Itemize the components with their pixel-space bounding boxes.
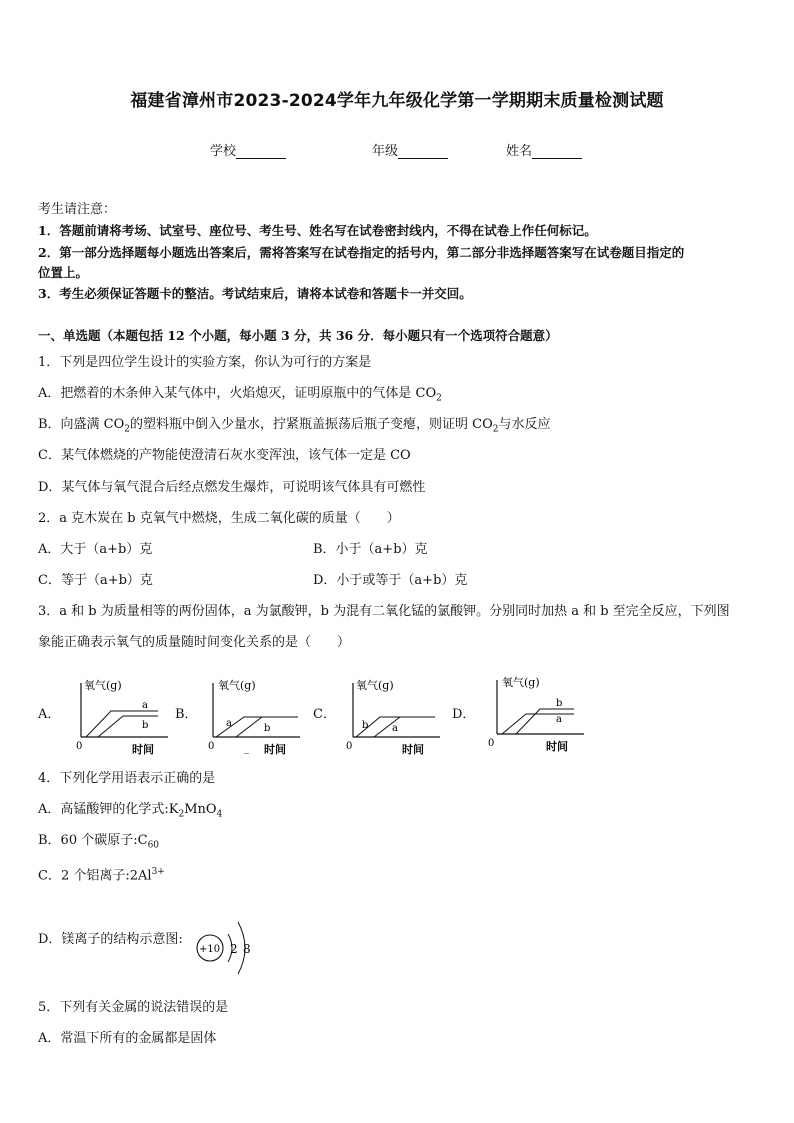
notice-item-2-cont: 位置上。 <box>38 265 89 280</box>
q3-option-d-label[interactable]: D． <box>452 707 476 722</box>
q3-d-xlabel: 时间 <box>546 740 568 752</box>
q4-stem: 4．下列化学用语表示正确的是 <box>38 771 216 786</box>
shell1-label: 2 <box>230 942 238 956</box>
q1-b-sub2: 2 <box>492 424 499 435</box>
notice-item-2: 2．第一部分选择题每小题选出答案后，需将答案写在试卷指定的括号内，第二部分非选择题答案写在试卷题目指定的 <box>38 245 685 260</box>
shell2-label: 8 <box>243 942 251 956</box>
q3-a-ylabel: 氧气(g) <box>84 679 122 692</box>
q1-option-c[interactable]: C．某气体燃烧的产物能使澄清石灰水变浑浊，该气体一定是 CO <box>38 448 411 463</box>
q4-b-sub: 60 <box>147 840 160 851</box>
q3-graph-c[interactable] <box>340 675 450 755</box>
grade-label: 年级 <box>372 144 399 159</box>
q3-c-label-a: a <box>392 723 398 734</box>
school-blank[interactable] <box>236 145 286 159</box>
nucleus-label: +10 <box>199 944 221 955</box>
q3-b-xlabel: 时间 <box>264 743 286 755</box>
q3-c-ylabel: 氧气(g) <box>356 679 394 692</box>
magnesium-ion-diagram <box>190 912 260 982</box>
name-blank[interactable] <box>532 145 582 159</box>
name-field <box>506 140 582 159</box>
q3-a-label-b: b <box>142 720 149 731</box>
q3-b-label-b: b <box>264 723 271 734</box>
q4-a-text: A．高锰酸钾的化学式:K <box>38 802 179 817</box>
q3-graph-b[interactable] <box>200 675 310 755</box>
q4-a-text-mid: MnO <box>184 802 217 817</box>
q4-a-sub1: 2 <box>178 809 185 820</box>
q1-b-text: B．向盛满 CO <box>38 417 125 432</box>
q3-graph-a[interactable] <box>68 675 178 755</box>
grade-blank[interactable] <box>398 145 448 159</box>
name-label: 姓名 <box>506 144 533 159</box>
q1-a-text: A．把燃着的木条伸入某气体中，火焰熄灭，证明原瓶中的气体是 CO <box>38 386 437 401</box>
q1-b-sub: 2 <box>124 424 131 435</box>
q3-d-label-b: b <box>556 698 563 709</box>
q3-stem-line2: 象能正确表示氧气的质量随时间变化关系的是（ ） <box>38 635 351 650</box>
q3-option-a-label[interactable]: A． <box>38 707 61 722</box>
q2-option-d[interactable]: D．小于或等于（a+b）克 <box>313 573 468 588</box>
q3-c-origin: 0 <box>346 741 353 752</box>
q1-option-b[interactable] <box>38 416 551 439</box>
q1-b-text-post: 与水反应 <box>498 417 551 432</box>
q5-option-a[interactable]: A．常温下所有的金属都是固体 <box>38 1031 217 1046</box>
q3-stem-line1: 3．a 和 b 为质量相等的两份固体，a 为氯酸钾，b 为混有二氧化锰的氯酸钾。分别同时加热 a 和 b 至完全反应，下列图 <box>38 604 730 619</box>
q3-b-dash: _ <box>244 743 249 754</box>
q3-c-label-b: b <box>362 720 369 731</box>
notice-item-3: 3．考生必须保证答题卡的整洁。考试结束后，请将本试卷和答题卡一并交回。 <box>38 286 472 301</box>
page-title: 福建省漳州市2023-2024学年九年级化学第一学期期末质量检测试题 <box>130 91 664 111</box>
q3-a-origin: 0 <box>76 741 83 752</box>
q3-d-line-a <box>502 714 574 734</box>
q4-c-text: C．2 个铝离子:2Al <box>38 868 152 884</box>
q4-option-d[interactable]: D．镁离子的结构示意图: <box>38 932 183 947</box>
q3-c-xlabel: 时间 <box>402 743 424 755</box>
q4-option-a[interactable] <box>38 801 222 824</box>
q1-a-sub: 2 <box>436 393 442 404</box>
q1-b-text-mid: 的塑料瓶中倒入少量水，拧紧瓶盖振荡后瓶子变瘪，则证明 CO <box>130 417 493 432</box>
school-field <box>210 140 286 159</box>
q3-a-xlabel: 时间 <box>132 743 154 755</box>
q3-option-c-label[interactable]: C． <box>313 707 336 722</box>
q2-option-b[interactable]: B．小于（a+b）克 <box>313 542 428 557</box>
q3-d-ylabel: 氧气(g) <box>502 676 540 689</box>
q3-a-line-b <box>98 716 158 737</box>
q3-b-origin: 0 <box>208 741 215 752</box>
q3-d-line-b <box>516 709 574 734</box>
q1-option-d[interactable]: D．某气体与氧气混合后经点燃发生爆炸，可说明该气体具有可燃性 <box>38 480 426 495</box>
school-label: 学校 <box>210 144 237 159</box>
q2-stem: 2．a 克木炭在 b 克氧气中燃烧，生成二氧化碳的质量（ ） <box>38 511 400 526</box>
section1-heading: 一、单选题（本题包括 12 个小题，每小题 3 分，共 36 分．每小题只有一个选项符合题意） <box>38 328 558 343</box>
q2-option-c[interactable]: C．等于（a+b）克 <box>38 573 153 588</box>
q4-a-sub2: 4 <box>216 809 223 820</box>
q2-option-a[interactable]: A．大于（a+b）克 <box>38 542 153 557</box>
grade-field <box>372 140 448 159</box>
q3-d-label-a: a <box>556 714 562 725</box>
notice-item-1: 1．答题前请将考场、试室号、座位号、考生号、姓名写在试卷密封线内，不得在试卷上作任何标记。 <box>38 223 597 238</box>
notice-heading: 考生请注意： <box>38 202 117 217</box>
q1-option-a[interactable] <box>38 385 442 408</box>
q4-b-text: B．60 个碳原子:C <box>38 833 148 848</box>
q3-d-origin: 0 <box>488 738 495 749</box>
q3-graph-d[interactable] <box>484 672 594 752</box>
q5-stem: 5．下列有关金属的说法错误的是 <box>38 1000 229 1015</box>
q4-option-b[interactable] <box>38 832 159 855</box>
q1-stem: 1．下列是四位学生设计的实验方案，你认为可行的方案是 <box>38 355 372 370</box>
q4-c-sup: 3+ <box>151 867 165 877</box>
q3-b-ylabel: 氧气(g) <box>218 679 256 692</box>
q3-b-label-a: a <box>226 718 232 729</box>
q3-a-label-a: a <box>142 700 148 711</box>
q4-option-c[interactable] <box>38 863 165 885</box>
q3-option-b-label[interactable]: B． <box>175 707 198 722</box>
